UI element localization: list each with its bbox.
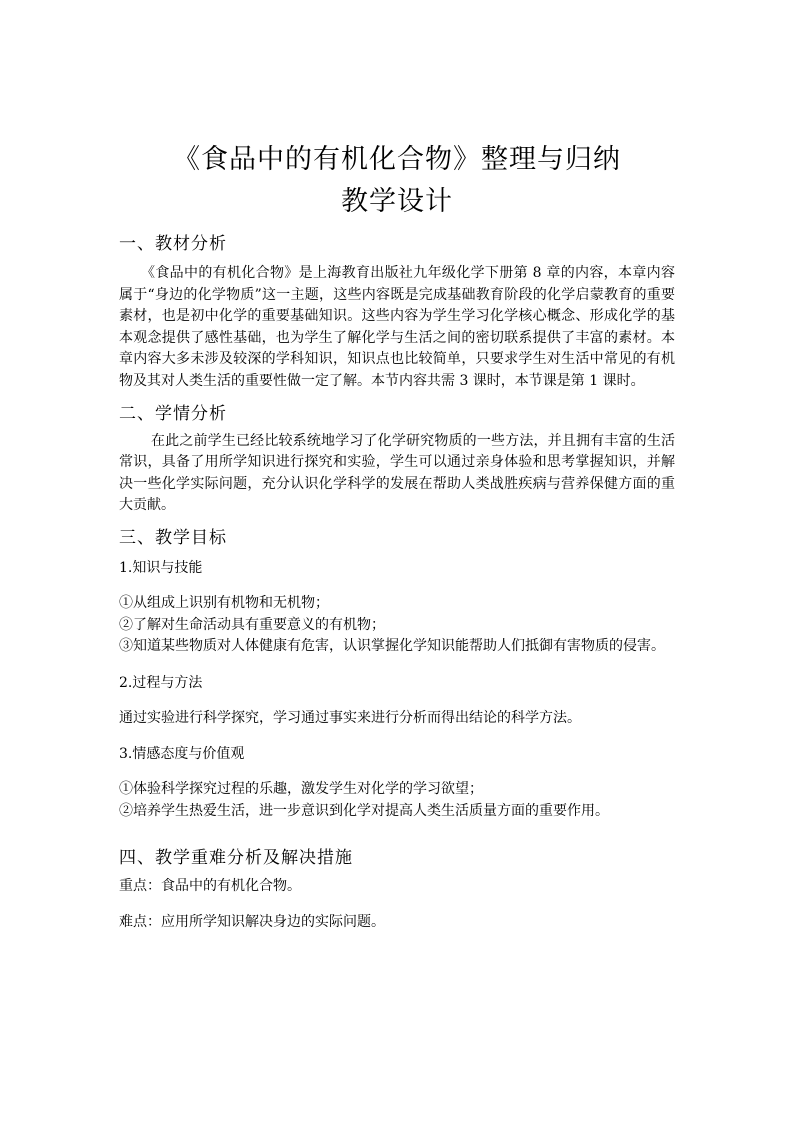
objective-process-methods: 2.过程与方法 xyxy=(119,674,203,691)
objective-item-3: ③知道某些物质对人体健康有危害，认识掌握化学知识能帮助人们抵御有害物质的侵害。 xyxy=(119,638,665,655)
objective-item-4: ①体验科学探究过程的乐趣，激发学生对化学的学习欲望； xyxy=(119,781,483,798)
document-title: 《食品中的有机化合物》整理与归纳 xyxy=(173,144,621,175)
learner-analysis-paragraph: 在此之前学生已经比较系统地学习了化学研究物质的一些方法，并且拥有丰富的生活常识，具备了用所学知识进行探究和实验，学生可以通过亲身体验和思考掌握知识，并解决一些化学实际问题，充分认识化学科学的发展在帮助人类战胜疾病与营养保健方面的重大贡献。 xyxy=(119,432,675,514)
key-point: 重点：食品中的有机化合物。 xyxy=(119,877,301,894)
document-subtitle: 教学设计 xyxy=(341,186,453,217)
objective-item-5: ②培养学生热爱生活，进一步意识到化学对提高人类生活质量方面的重要作用。 xyxy=(119,802,609,819)
difficult-point: 难点：应用所学知识解决身边的实际问题。 xyxy=(119,913,385,930)
objective-item-1: ①从组成上识别有机物和无机物； xyxy=(119,594,329,611)
process-methods-paragraph: 通过实验进行科学探究，学习通过事实来进行分析而得出结论的科学方法。 xyxy=(119,709,581,726)
objective-knowledge-skills: 1.知识与技能 xyxy=(119,559,203,576)
objective-item-2: ②了解对生命活动具有重要意义的有机物； xyxy=(119,616,385,633)
section-heading-teaching-objectives: 三、教学目标 xyxy=(119,527,227,548)
section-heading-learner-analysis: 二、学情分析 xyxy=(119,403,227,424)
objective-attitudes-values: 3.情感态度与价值观 xyxy=(119,746,245,763)
section-heading-key-difficult-points: 四、教学重难分析及解决措施 xyxy=(119,847,353,868)
textbook-analysis-paragraph: 《食品中的有机化合物》是上海教育出版社九年级化学下册第 8 章的内容，本章内容属于“身边的化学物质”这一主题，这些内容既是完成基础教育阶段的化学启蒙教育的重要素材，也是初中化学的重要基础知识。这些内容为学生学习化学核心概念、形成化学的基本观念提供了感性基础，也为学生了解化学与生活之间的密切联系提供了丰富的素材。本章内容大多未涉及较深的学科知识，知识点也比较简单，只要求学生对生活中常见的有机物及其对人类生活的重要性做一定了解。本节内容共需 3 课时，本节课是第 1 课时。 xyxy=(119,265,675,389)
section-heading-textbook-analysis: 一、教材分析 xyxy=(119,234,227,254)
